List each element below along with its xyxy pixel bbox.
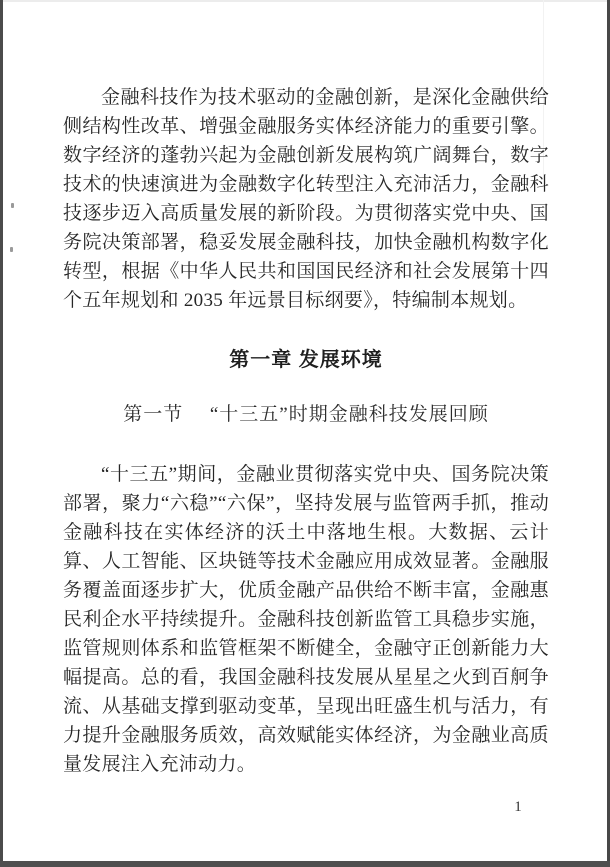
scan-edge-bottom [0, 861, 610, 867]
section-number: 第一节 [123, 404, 184, 425]
scan-edge-left [0, 0, 3, 867]
scan-speck [11, 203, 14, 208]
section-title: “十三五”时期金融科技发展回顾 [209, 404, 489, 425]
scan-edge-top [0, 0, 610, 2]
intro-paragraph: 金融科技作为技术驱动的金融创新，是深化金融供给侧结构性改革、增强金融服务实体经济能力的重要引擎。数字经济的蓬勃兴起为金融创新发展构筑广阔舞台，数字技术的快速演进为金融数字化转型注入充沛活力，金融科技逐步迈入高质量发展的新阶段。为贯彻落实党中央、国务院决策部署，稳妥发展金融科技，加快金融机构数字化转型，根据《中华人民共和国国民经济和社会发展第十四个五年规划和 2035 年远景目标纲要》，特编制本规划。 [63, 87, 549, 311]
scan-speck [10, 247, 13, 252]
page-number: 1 [514, 799, 522, 815]
chapter-heading: 第一章 发展环境 [229, 349, 383, 371]
review-paragraph: “十三五”期间，金融业贯彻落实党中央、国务院决策部署，聚力“六稳”“六保”，坚持发展与监管两手抓，推动金融科技在实体经济的沃土中落地生根。大数据、云计算、人工智能、区块链等技术金融应用成效显著。金融服务覆盖面逐步扩大，优质金融产品供给不断丰富，金融惠民利企水平持续提升。金融科技创新监管工具稳步实施，监管规则体系和监管框架不断健全，金融守正创新能力大幅提高。总的看，我国金融科技发展从星星之火到百舸争流、从基础支撑到驱动变革，呈现出旺盛生机与活力，有力提升金融服务质效，高效赋能实体经济，为金融业高质量发展注入充沛动力。 [63, 464, 549, 775]
section-heading [63, 399, 549, 426]
